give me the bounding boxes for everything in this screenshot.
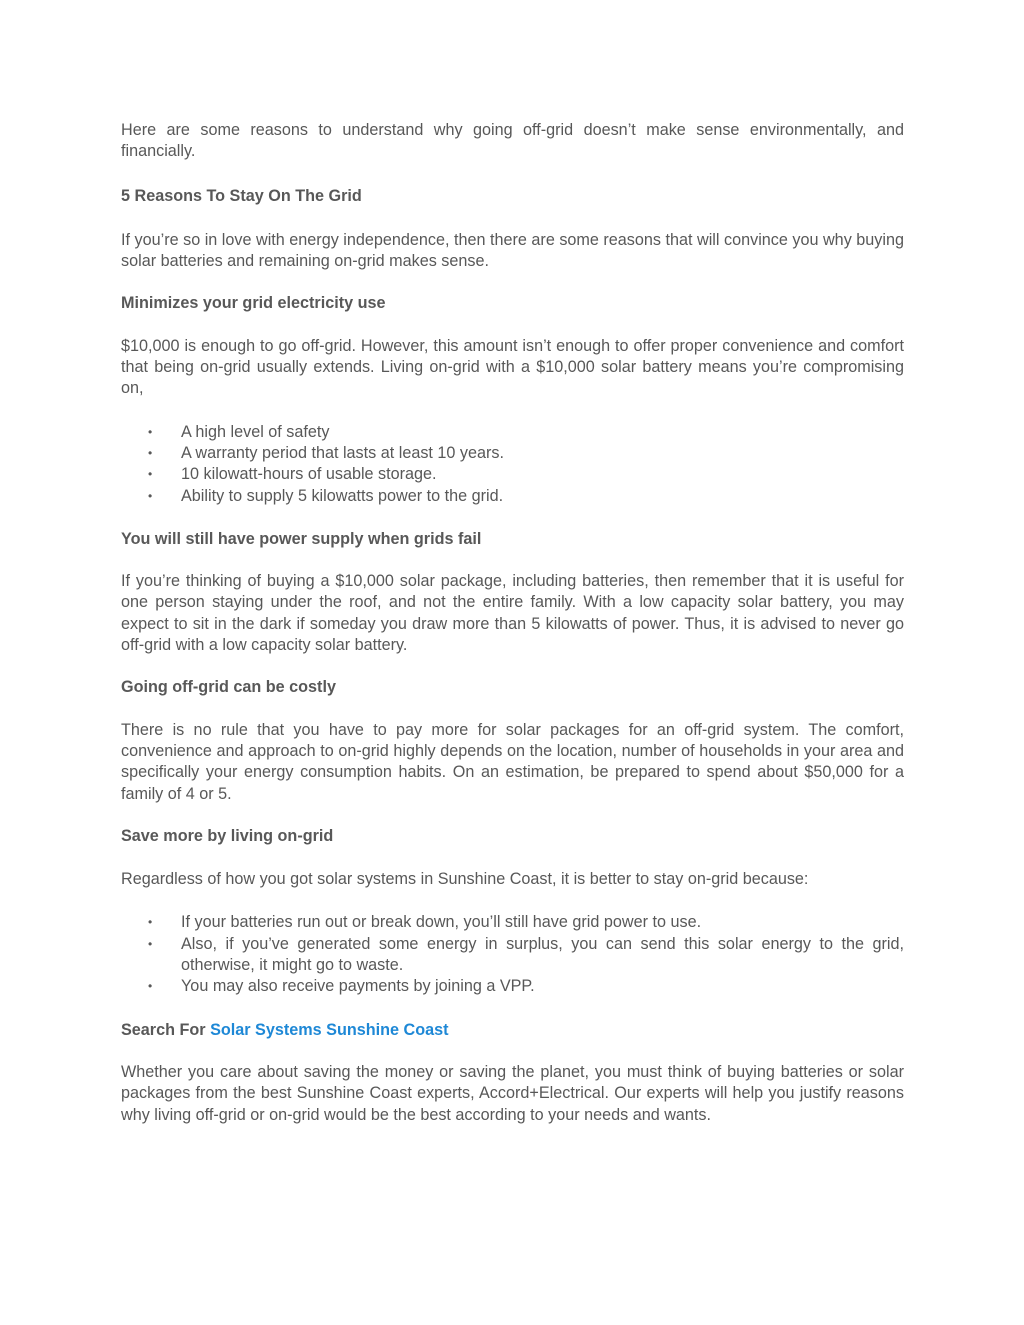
- bullet-icon: •: [148, 979, 153, 994]
- section-5-heading-prefix: Search For: [121, 1020, 206, 1039]
- section-4-heading: Save more by living on-grid: [121, 826, 334, 845]
- list-item: • If your batteries run out or break down, you’ll still have grid power to use.: [121, 912, 904, 933]
- section-4-body: Regardless of how you got solar systems in Sunshine Coast, it is better to stay on-grid because:: [121, 870, 809, 889]
- list-item: • A warranty period that lasts at least 10 years.: [121, 443, 904, 464]
- section-1-list: [121, 422, 904, 507]
- bullet-icon: •: [148, 915, 153, 930]
- bullet-icon: •: [148, 467, 153, 482]
- document-body: [121, 120, 904, 1126]
- list-item: • A high level of safety: [121, 422, 904, 443]
- document-title: 5 Reasons To Stay On The Grid: [121, 186, 362, 205]
- bullet-icon: •: [148, 445, 153, 460]
- section-3-body: There is no rule that you have to pay more for solar packages for an off-grid system. The comfort, convenience and approach to on-grid highly depends on the location, number of households in your area and specifically your energy consumption habits. On an estimation, be prepared to spend about $50,000 for a family of 4 or 5.: [121, 720, 904, 803]
- paragraph-1: If you’re so in love with energy independence, then there are some reasons that will convince you why buying solar batteries and remaining on-grid makes sense.: [121, 230, 904, 271]
- section-5-heading: [121, 1020, 904, 1041]
- intro-paragraph: Here are some reasons to understand why going off-grid doesn’t make sense environmentally, and financially.: [121, 121, 904, 161]
- section-1-body: $10,000 is enough to go off-grid. However, this amount isn’t enough to offer proper convenience and comfort that being on-grid usually extends. Living on-grid with a $10,000 solar battery means you’re compromising on,: [121, 336, 904, 398]
- list-item: • Ability to supply 5 kilowatts power to the grid.: [121, 486, 904, 507]
- list-item: • Also, if you’ve generated some energy in surplus, you can send this solar energy to the grid, otherwise, it might go to waste.: [148, 934, 904, 975]
- bullet-icon: •: [148, 424, 153, 439]
- bullet-icon: •: [148, 488, 153, 503]
- list-item: • 10 kilowatt-hours of usable storage.: [121, 464, 904, 485]
- bullet-icon: •: [148, 936, 153, 951]
- section-5-body: Whether you care about saving the money or saving the planet, you must think of buying batteries or solar packages from the best Sunshine Coast experts, Accord+Electrical. Our experts will help you justify reasons why living off-grid or on-grid would be the best according to your needs and wants.: [121, 1062, 904, 1124]
- section-3-heading: Going off-grid can be costly: [121, 678, 336, 697]
- section-2-body: If you’re thinking of buying a $10,000 solar package, including batteries, then remember that it is useful for one person staying under the roof, and not the entire family. With a low capacity solar battery, you may expect to sit in the dark if someday you draw more than 5 kilowatts of power. Thus, it is advised to never go off-grid with a low capacity solar battery.: [121, 572, 904, 655]
- section-1-heading: Minimizes your grid electricity use: [121, 294, 386, 313]
- section-4-list: [121, 912, 904, 997]
- section-2-heading: You will still have power supply when grids fail: [121, 529, 482, 548]
- solar-systems-link[interactable]: Solar Systems Sunshine Coast: [210, 1020, 449, 1039]
- list-item: • You may also receive payments by joining a VPP.: [121, 976, 904, 997]
